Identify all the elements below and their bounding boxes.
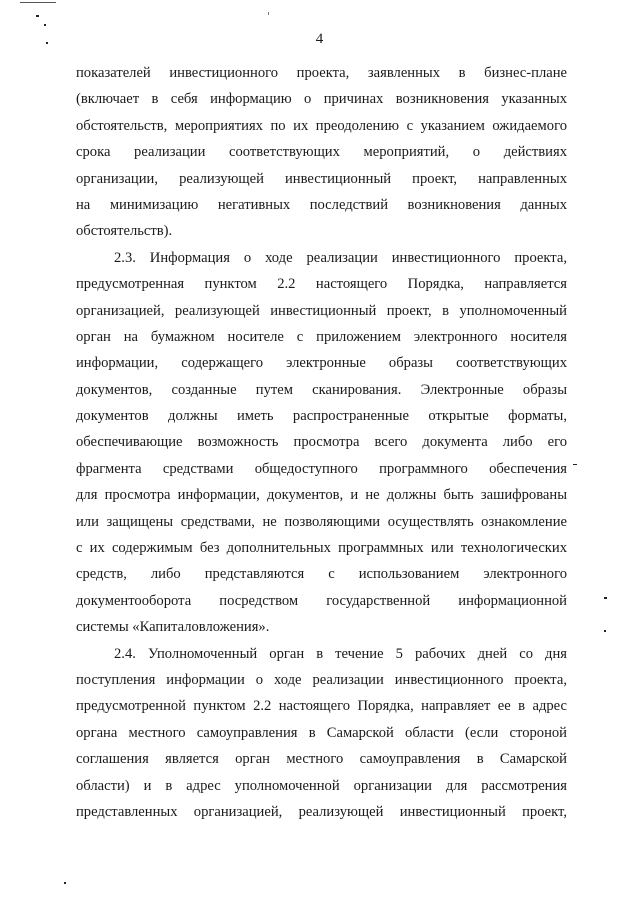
text-line: предусмотренная пунктом 2.2 настоящего Порядка, направляется [76,276,567,293]
text-line: обстоятельств, мероприятиях по их преодолению с указанием ожидаемого [76,117,567,134]
scan-artifact-bottom-left [64,882,66,884]
text-line: обеспечивающие возможность просмотра всего документа либо его [76,434,567,451]
paragraph-continuation [76,60,567,245]
text-line: 2.3. Информация о ходе реализации инвестиционного проекта, [114,249,567,266]
scan-artifact-top-line [20,2,56,3]
paragraph-2-3 [76,245,567,641]
text-line: информации, содержащего электронные образы соответствующих [76,355,567,372]
text-line: для просмотра информации, документов, и не должны быть зашифрованы [76,487,567,504]
scan-artifact-right-3 [604,630,606,632]
text-line: представленных организацией, реализующей инвестиционный проект, [76,803,567,820]
text-line: 2.4. Уполномоченный орган в течение 5 рабочих дней со дня [114,645,567,662]
document-body [76,60,567,825]
text-line: органа местного самоуправления в Самарской области (если стороной [76,724,567,741]
text-line: с их содержимым без дополнительных программных или технологических [76,540,567,557]
text-line: (включает в себя информацию о причинах возникновения указанных [76,91,567,108]
scan-artifact-right-2 [604,597,607,599]
text-line: на минимизацию негативных последствий возникновения данных [76,196,567,213]
page-number: 4 [315,31,324,47]
text-line: средств, либо представляются с использованием электронного [76,566,567,583]
text-line: организацией, реализующей инвестиционный проект, в уполномоченный [76,302,567,319]
text-line: системы «Капиталовложения». [76,619,270,636]
text-line: области) и в адрес уполномоченной организации для рассмотрения [76,777,567,794]
scan-artifact-top-center [268,12,269,15]
text-line: соглашения является орган местного самоуправления в Самарской [76,751,567,768]
scan-artifact-top-left [36,15,39,17]
text-line: предусмотренной пунктом 2.2 настоящего Порядка, направляет ее в адрес [76,698,567,715]
text-line: организации, реализующей инвестиционный проект, направленных [76,170,567,187]
text-line: срока реализации соответствующих мероприятий, о действиях [76,144,567,161]
text-line: поступления информации о ходе реализации инвестиционного проекта, [76,671,567,688]
text-line: документооборота посредством государственной информационной [76,592,567,609]
text-line: или защищены средствами, не позволяющими осуществлять ознакомление [76,513,567,530]
scan-artifact-top-left-2 [44,24,46,26]
text-line: показателей инвестиционного проекта, заявленных в бизнес-плане [76,65,567,81]
text-line: обстоятельств). [76,223,173,240]
text-line: документов, созданные путем сканирования. Электронные образы [76,381,567,398]
text-line: фрагмента средствами общедоступного программного обеспечения [76,460,567,477]
paragraph-2-4 [76,641,567,826]
text-line: орган на бумажном носителе с приложением электронного носителя [76,328,567,345]
scan-artifact-right [573,464,577,465]
text-line: документов должны иметь распространенные открытые форматы, [76,408,567,425]
